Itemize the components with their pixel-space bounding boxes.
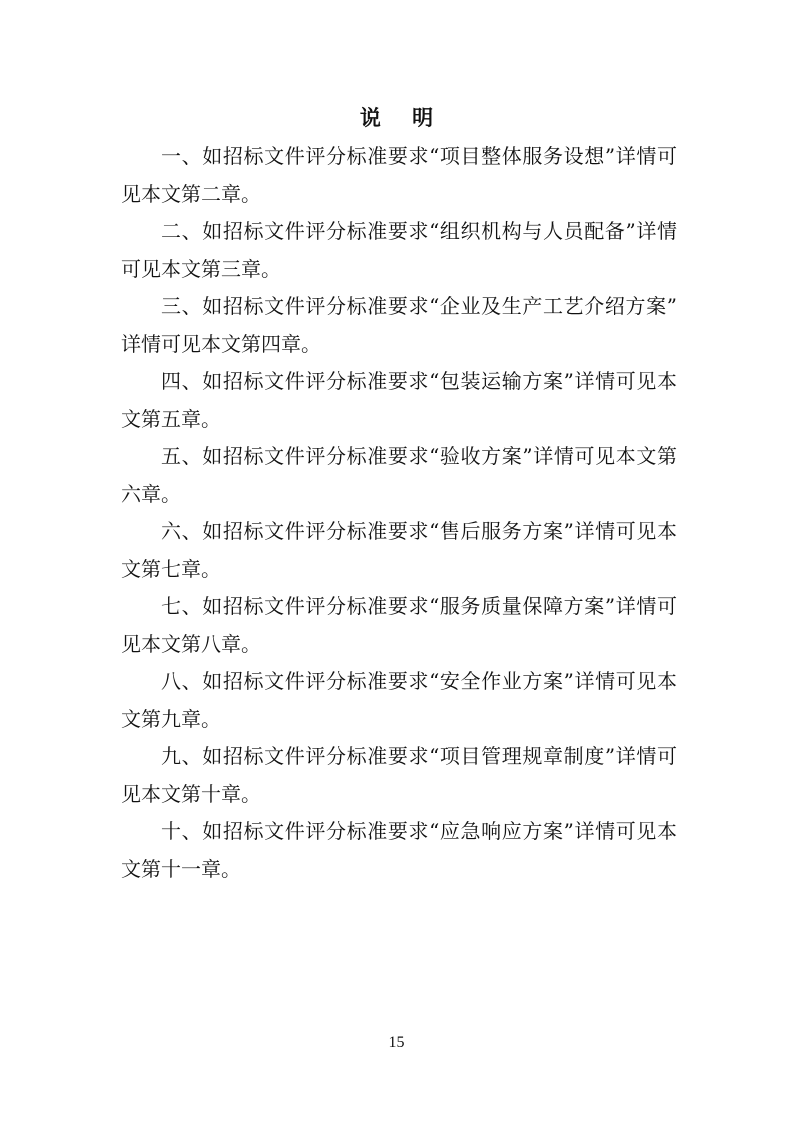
instruction-list [121, 138, 677, 888]
instruction-item: 四、如招标文件评分标准要求“包装运输方案”详情可见本文第五章。 [121, 369, 677, 431]
instruction-item: 一、如招标文件评分标准要求“项目整体服务设想”详情可见本文第二章。 [121, 144, 677, 206]
instruction-item: 三、如招标文件评分标准要求“企业及生产工艺介绍方案”详情可见本文第四章。 [121, 294, 677, 356]
document-title: 说 明 [359, 105, 446, 130]
instruction-item: 七、如招标文件评分标准要求“服务质量保障方案”详情可见本文第八章。 [121, 594, 677, 656]
instruction-item: 九、如招标文件评分标准要求“项目管理规章制度”详情可见本文第十章。 [121, 744, 677, 806]
instruction-item: 十、如招标文件评分标准要求“应急响应方案”详情可见本文第十一章。 [121, 819, 677, 881]
instruction-item: 八、如招标文件评分标准要求“安全作业方案”详情可见本文第九章。 [121, 669, 677, 731]
page-number: 15 [388, 1034, 405, 1051]
instruction-item: 二、如招标文件评分标准要求“组织机构与人员配备”详情可见本文第三章。 [121, 219, 677, 281]
instruction-item: 六、如招标文件评分标准要求“售后服务方案”详情可见本文第七章。 [121, 519, 677, 581]
instruction-item: 五、如招标文件评分标准要求“验收方案”详情可见本文第六章。 [121, 444, 677, 506]
